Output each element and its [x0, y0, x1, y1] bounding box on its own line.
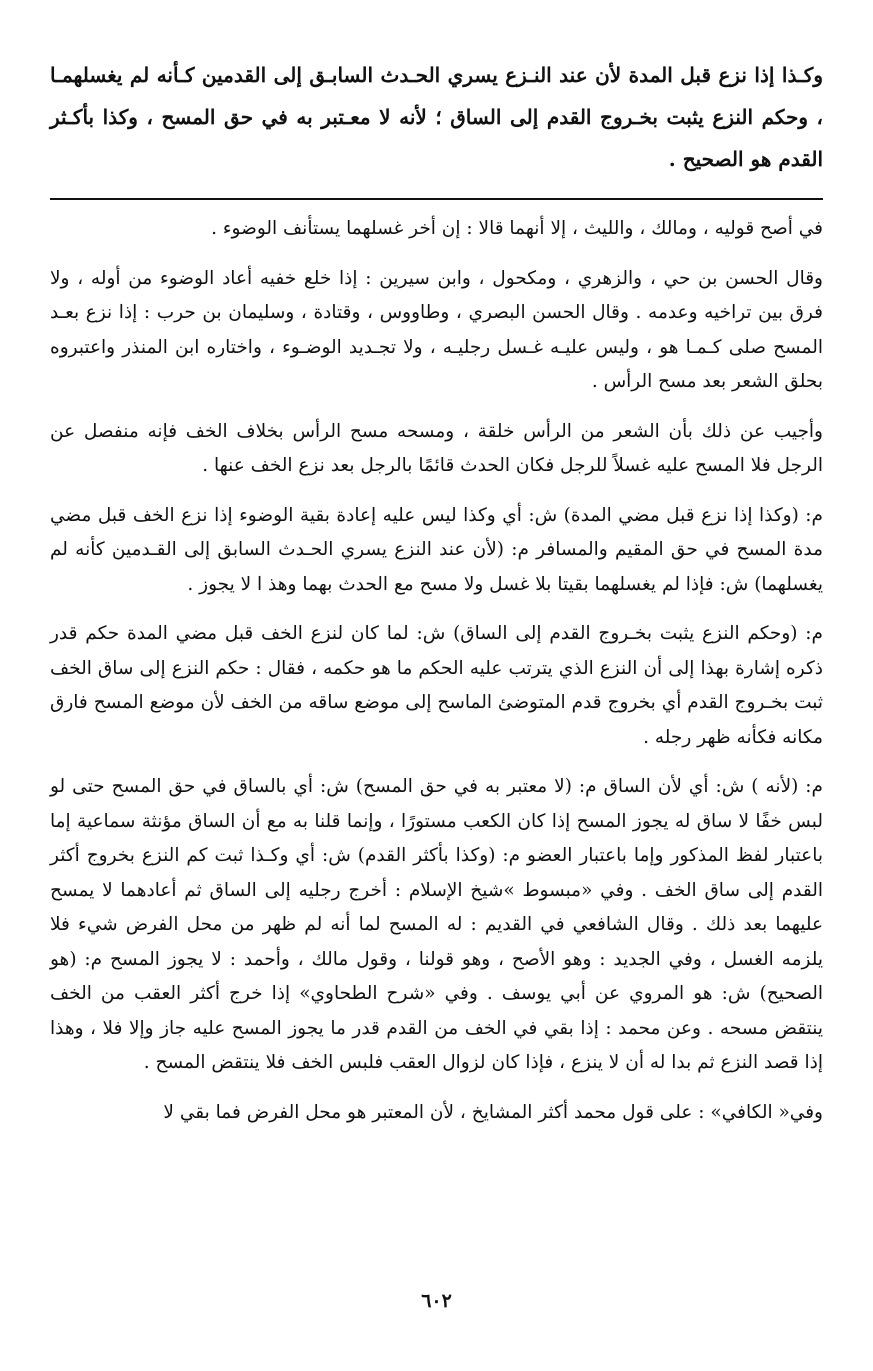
- commentary-paragraph: وقال الحسن بن حي ، والزهري ، ومكحول ، وابن سيرين : إذا خلع خفيه أعاد الوضوء من أوله ، ولا فرق بين تراخيه وعدمه . وقال الحسن البصري ، وطاووس ، وقتادة ، وسليمان بن حرب : إذا نزع بعـد المسح صلى كـمـا هو ، وليس عليـه غـسل رجليـه ، ولا تجـديد الوضـوء ، واختاره ابن المنذر واعتبروه بحلق الشعر بعد مسح الرأس .: [50, 267, 823, 392]
- commentary-paragraph: وفي« الكافي» : على قول محمد أكثر المشايخ ، لأن المعتبر هو محل الفرض فما بقي لا: [163, 1101, 823, 1123]
- commentary-paragraph: م: (لأنه ) ش: أي لأن الساق م: (لا معتبر به في حق المسح) ش: أي بالساق في حق المسح حتى لو لبس خفًا لا ساق له يجوز المسح إذا كان الكعب مستورًا ، وإنما قلنا به مع أن الساق مؤنثة سماعية إما باعتبار لفظ المذكور وإما باعتبار العضو م: (وكذا بأكثر القدم) ش: أي وكـذا ثبت كم النزع بخروج أكثر القدم إلى ساق الخف . وفي «مبسوط »شيخ الإسلام : أخرج رجليه إلى الساق ثم أعادهما لا يمسح عليهما بعد ذلك . وقال الشافعي في القديم : له المسح لما أنه لم ظهر من محل الفرض شيء فلا يلزمه الغسل ، وفي الجديد : وهو الأصح ، وهو قولنا ، وقول مالك ، وأحمد : لا يجوز المسح م: (هو الصحيح) ش: هو المروي عن أبي يوسف . وفي «شرح الطحاوي» إذا خرج أكثر العقب من الخف ينتقض مسحه . وعن محمد : إذا بقي في الخف من القدم قدر ما يجوز المسح عليه جاز وإلا فلا ، وهذا إذا قصد النزع ثم بدا له أن لا ينزع ، فإذا كان لزوال العقب فلبس الخف فلا ينتقض المسح .: [50, 776, 823, 1073]
- page-number: ٦٠٢: [421, 1290, 452, 1312]
- commentary: [50, 212, 823, 1130]
- commentary-paragraph: م: (وحكم النزع يثبت بخـروج القدم إلى الساق) ش: لما كان لنزع الخف قبل مضي المدة حكم قدر ذكره إشارة بهذا إلى أن النزع الذي يترتب عليه الحكم ما هو حكمه ، فقال : حكم النزع إلى ساق الخف ثبت بخـروج القدم أي بخروج قدم المتوضئ الماسح إلى موضع ساقه من الخف لأن موضع المسح فارق مكانه فكأنه ظهر رجله .: [50, 623, 823, 748]
- commentary-paragraph: في أصح قوليه ، ومالك ، والليث ، إلا أنهما قالا : إن أخر غسلهما يستأنف الوضوء .: [211, 218, 823, 239]
- commentary-paragraph: م: (وكذا إذا نزع قبل مضي المدة) ش: أي وكذا ليس عليه إعادة بقية الوضوء إذا نزع الخف قبل مضي مدة المسح في حق المقيم والمسافر م: (لأن عند النزع يسري الحـدث السابق إلى القـدمين كأنه لم يغسلهما) ش: فإذا لم يغسلهما بقيتا بلا غسل ولا مسح مع الحدث بهما وهذ ا لا يجوز .: [50, 504, 823, 595]
- separator-rule: [50, 198, 823, 200]
- commentary-paragraph: وأجيب عن ذلك بأن الشعر من الرأس خلقة ، ومسحه مسح الرأس بخلاف الخف فإنه منفصل عن الرجل فلا المسح عليه غسلاً للرجل فكان الحدث قائمًا بالرجل بعد نزع الخف عنها .: [50, 420, 823, 476]
- main-text: وكـذا إذا نزع قبل المدة لأن عند النـزع يسري الحـدث السابـق إلى القدمين كـأنه لم يغسلهمـا ، وحكم النزع يثبت بخـروج القدم إلى الساق ؛ لأنه لا معـتبر به في حق المسح ، وكذا بأكـثر القدم هو الصحيح .: [50, 63, 823, 171]
